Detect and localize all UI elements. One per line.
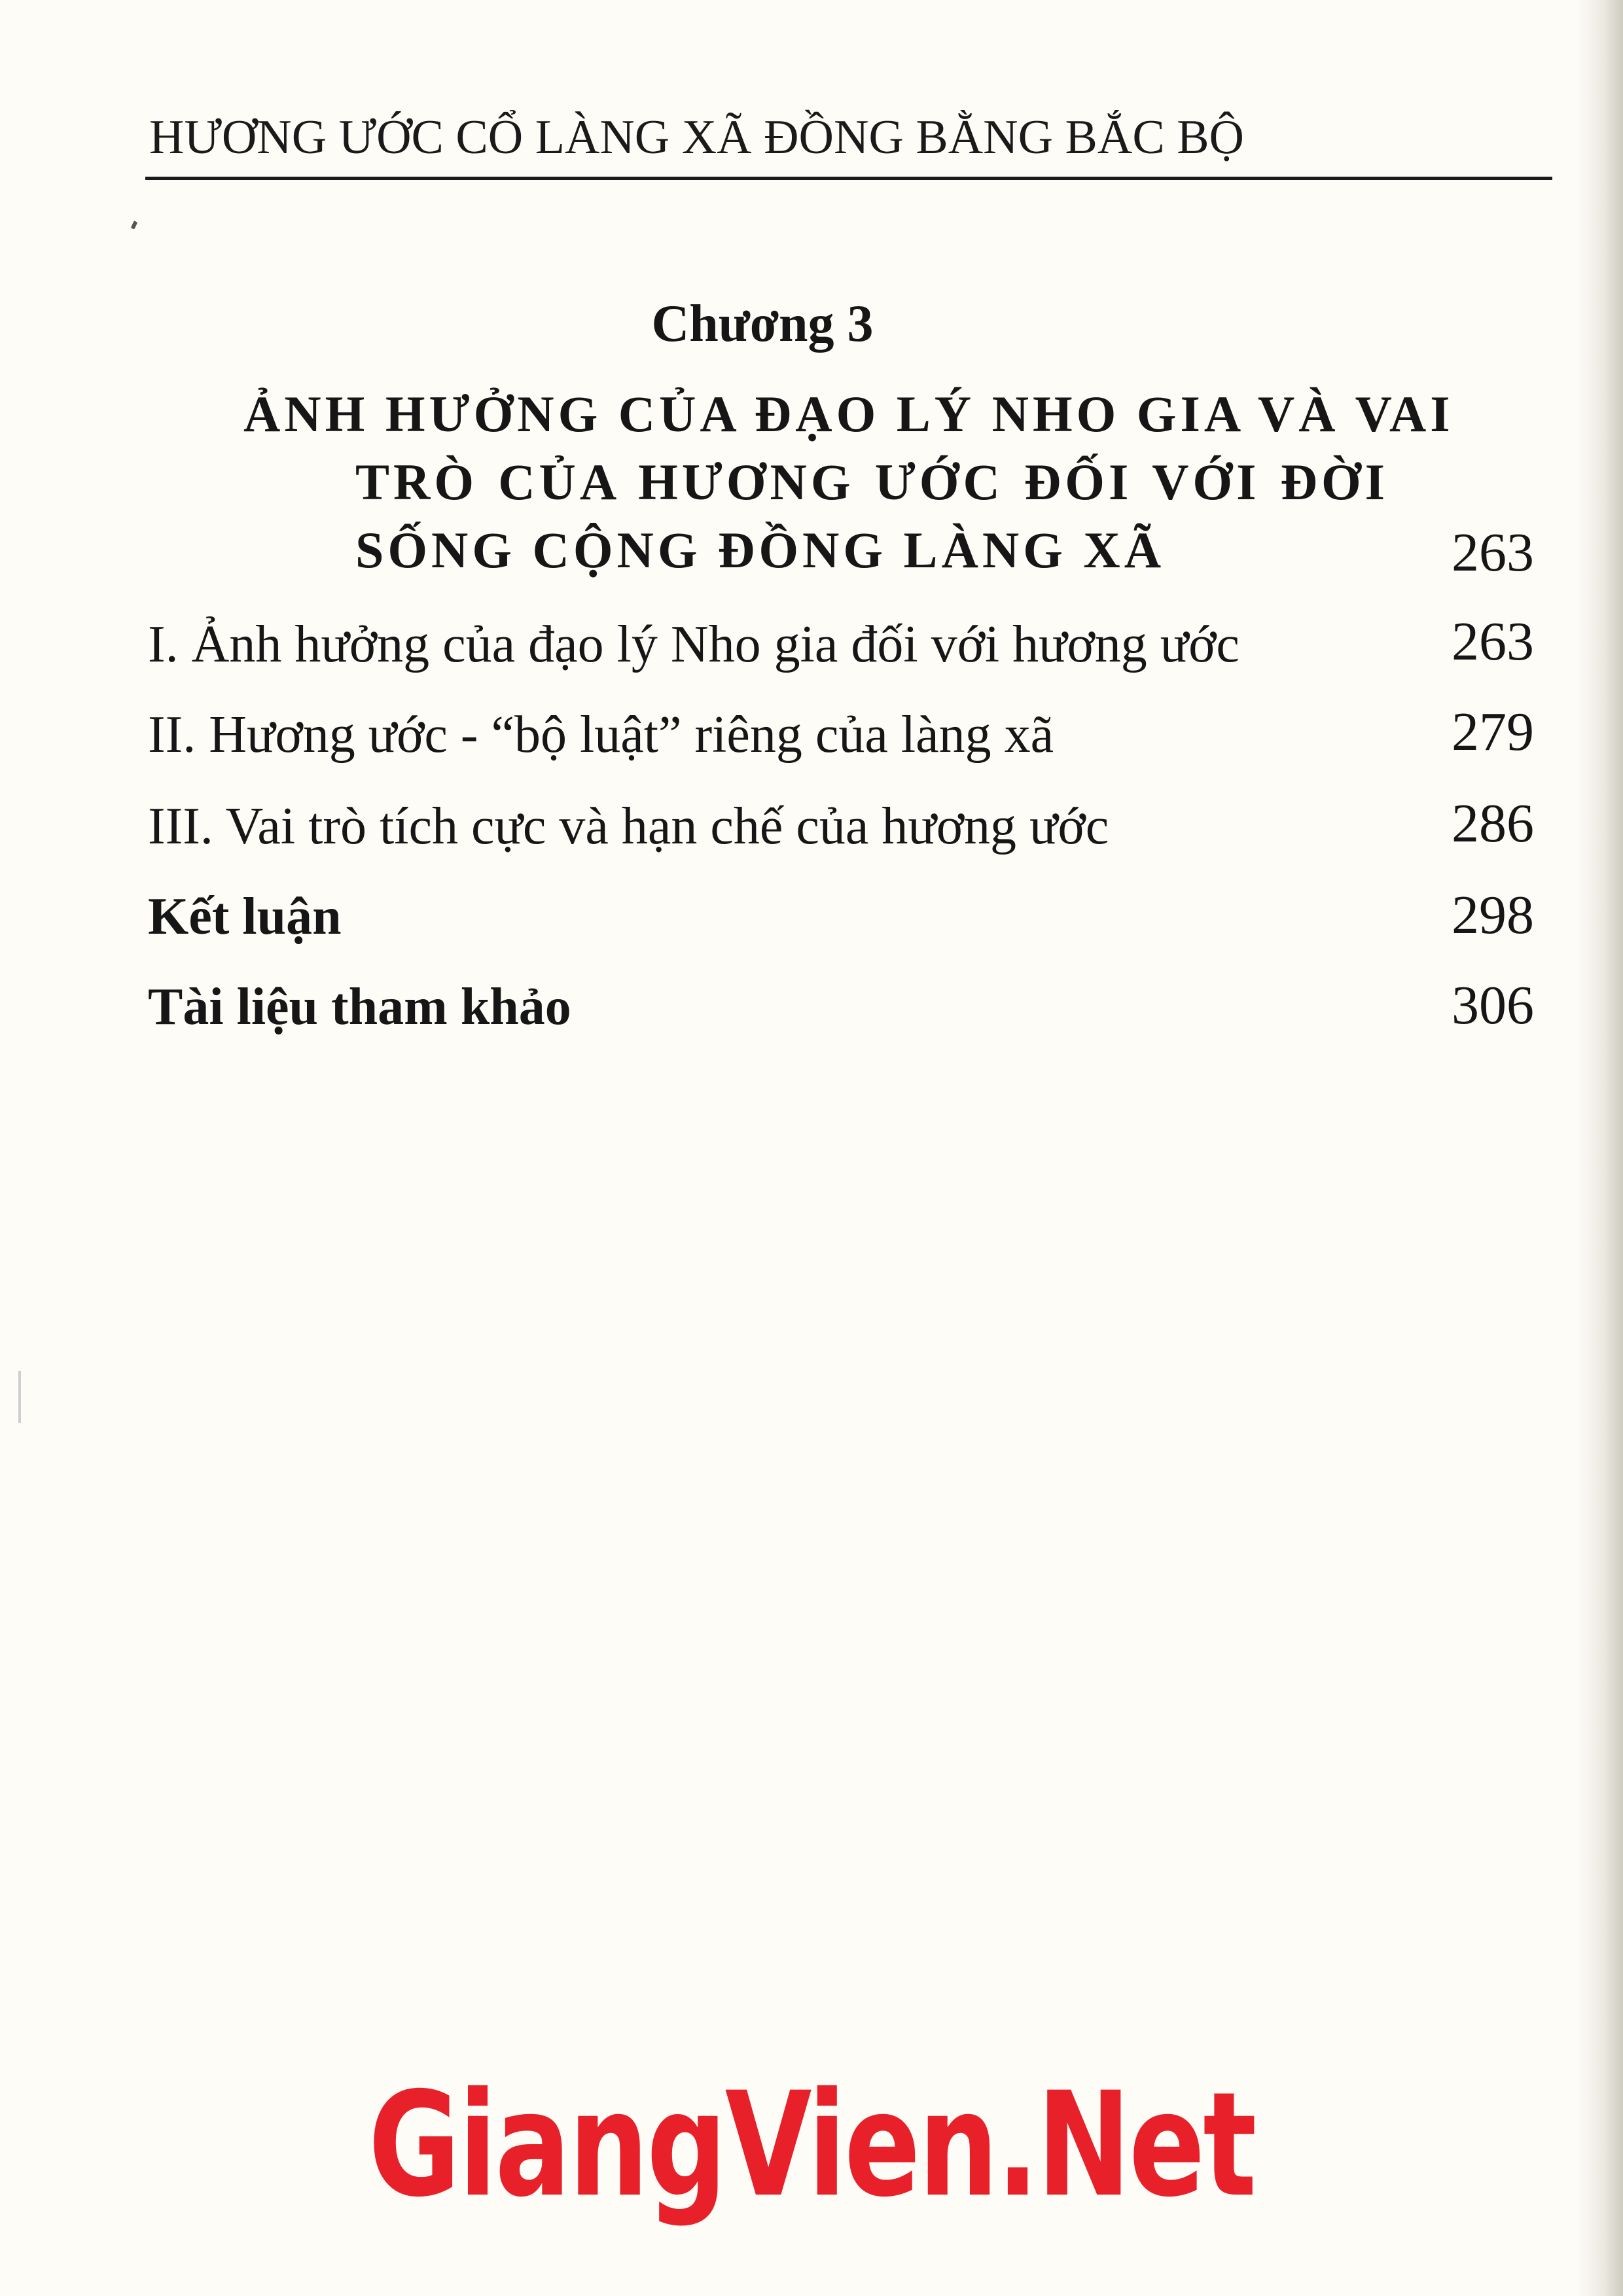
chapter-title-line-1: ẢNH HƯỞNG CỦA ĐẠO LÝ NHO GIA VÀ VAI	[243, 385, 1454, 442]
toc-page-number-2: 279	[1452, 701, 1534, 762]
toc-page-number-references: 306	[1452, 975, 1534, 1036]
watermark-text: GiangVien.Net	[368, 2061, 1255, 2229]
chapter-title-line-3: SỐNG CỘNG ĐỒNG LÀNG XÃ	[355, 521, 1166, 578]
toc-entry-references: Tài liệu tham khảo	[148, 978, 571, 1036]
header-rule	[145, 177, 1552, 180]
scan-speck	[131, 221, 138, 229]
toc-page-number-1: 263	[1452, 611, 1534, 672]
scan-edge-mark	[18, 1371, 21, 1423]
toc-entry-conclusion: Kết luận	[148, 888, 342, 945]
chapter-title-line-2: TRÒ CỦA HƯƠNG ƯỚC ĐỐI VỚI ĐỜI	[355, 453, 1389, 510]
running-head: HƯƠNG ƯỚC CỔ LÀNG XÃ ĐỒNG BẰNG BẮC BỘ	[149, 111, 1244, 164]
page-edge-shadow	[1577, 0, 1623, 2296]
chapter-page-number: 263	[1452, 522, 1534, 583]
toc-page-number-conclusion: 298	[1452, 885, 1534, 945]
toc-page-number-3: 286	[1452, 793, 1534, 854]
toc-entry-1: I. Ảnh hưởng của đạo lý Nho gia đối với hương ước	[148, 616, 1240, 673]
toc-entry-3: III. Vai trò tích cực và hạn chế của hương ước	[148, 798, 1109, 855]
toc-entry-2: II. Hương ước - “bộ luật” riêng của làng xã	[148, 706, 1054, 764]
chapter-label: Chương 3	[651, 295, 874, 353]
